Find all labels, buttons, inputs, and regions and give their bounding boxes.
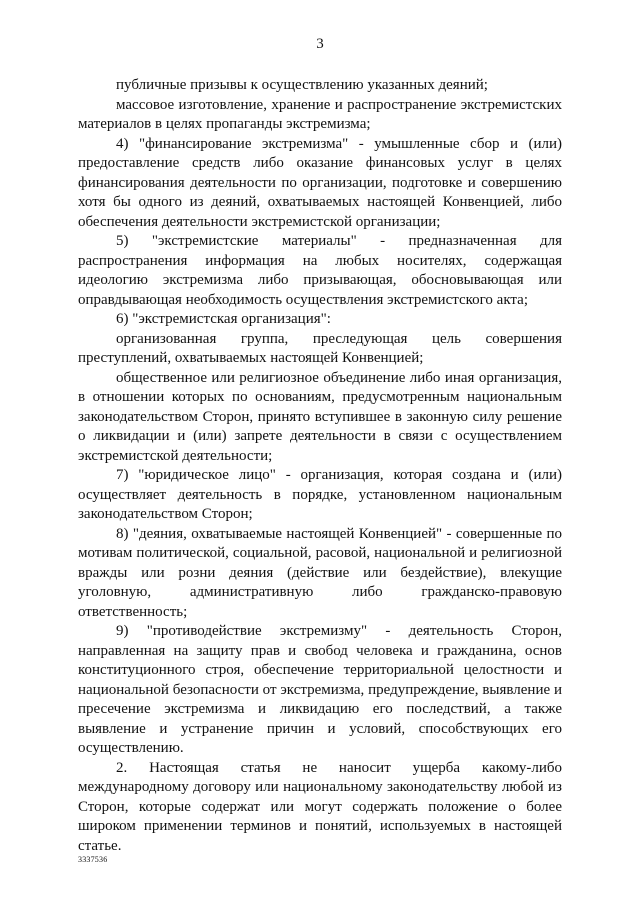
paragraph-public-association: общественное или религиозное объединение либо иная организация, в отношении которых по основаниям, предусмотренным национальным законодательством Сторон, принято вступившее в законную силу решение о ликвидации и (или) запрете деятельности в связи с осуществлением экстремистской деятельности; [78,369,562,464]
paragraph-mass-production: массовое изготовление, хранение и распространение экстремистских материалов в целях пропаганды экстремизма; [78,96,562,132]
paragraph-definition-counteraction: 9) "противодействие экстремизму" - деятельность Сторон, направленная на защиту прав и свобод человека и гражданина, основ конституционного строя, обеспечение территориальной целостности и национальной безопасности от экстремизма, предупреждение, выявление и пресечение экстремизма и ликвидацию его последствий, а также выявление и устранение причин и условий, способствующих его осуществлению. [78,623,562,756]
document-body [78,76,562,856]
paragraph-definition-legal-entity: 7) "юридическое лицо" - организация, которая создана и (или) осуществляет деятельность в порядке, установленном национальным законодательством Сторон; [78,467,562,522]
paragraph-clause-2: 2. Настоящая статья не наносит ущерба какому-либо международному договору или национальному законодательству любой из Сторон, которые содержат или могут содержать положение о более широком применении терминов и понятий, используемых в настоящей статье. [78,759,562,854]
paragraph-definition-financing: 4) "финансирование экстремизма" - умышленные сбор и (или) предоставление средств либо оказание финансовых услуг в целях финансирования деятельности по организации, подготовке и совершению хотя бы одного из деяний, охватываемых настоящей Конвенцией, либо обеспечения деятельности экстремистской организации; [78,135,562,230]
page-number: 3 [316,36,324,52]
paragraph-definition-materials: 5) "экстремистские материалы" - предназначенная для распространения информация на любых носителях, содержащая идеологию экстремизма либо призывающая, обосновывающая или оправдывающая необходимость осуществления экстремистского акта; [78,233,562,308]
paragraph-definition-acts: 8) "деяния, охватываемые настоящей Конвенцией" - совершенные по мотивам политической, социальной, расовой, национальной и религиозной вражды или розни деяния (действие или бездействие), влекущие уголовную, административную либо гражданско-правовую ответственность; [78,525,562,620]
paragraph-definition-organization: 6) "экстремистская организация": [116,311,331,327]
paragraph-organized-group: организованная группа, преследующая цель совершения преступлений, охватываемых настоящей Конвенцией; [78,330,562,366]
document-code: 3337536 [78,855,108,864]
paragraph-public-calls: публичные призывы к осуществлению указанных деяний; [116,77,488,93]
